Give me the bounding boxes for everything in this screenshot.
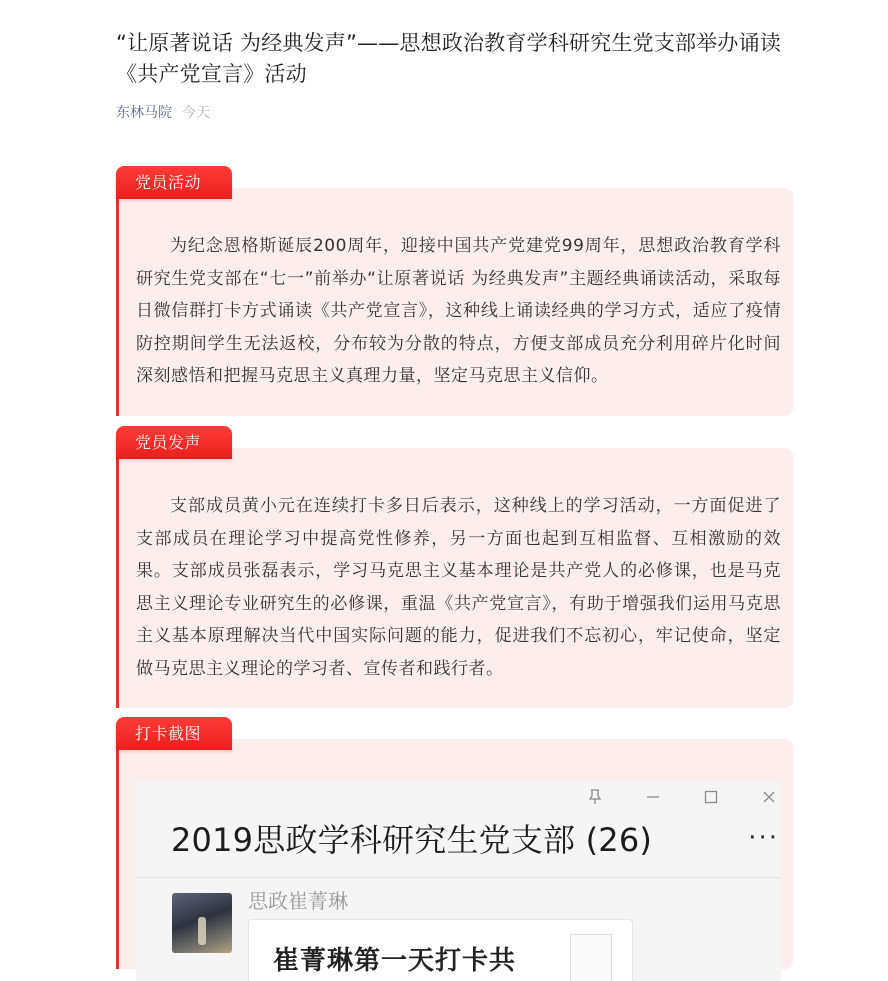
file-thumbnail-icon [570, 934, 612, 981]
section-tag: 党员活动 [116, 166, 232, 199]
section-tag: 打卡截图 [116, 717, 232, 750]
section-party-activity [116, 166, 793, 416]
section-card [116, 739, 793, 976]
account-name-link[interactable]: 东林马院 [116, 105, 172, 121]
chat-group-title: 2019思政学科研究生党支部 (26) [171, 821, 653, 859]
article-meta [116, 102, 210, 122]
section-party-voice [116, 426, 793, 708]
maximize-icon [701, 789, 721, 809]
section-card [116, 188, 793, 416]
pin-icon [585, 789, 605, 809]
section-text: 支部成员黄小元在连续打卡多日后表示，这种线上的学习活动，一方面促进了支部成员在理论学习中提高党性修养，另一方面也起到互相监督、互相激励的效果。支部成员张磊表示，学习马克思主义基本理论是共产党人的必修课，也是马克思主义理论专业研究生的必修课，重温《共产党宣言》，有助于增强我们运用马克思主义基本原理解决当代中国实际问题的能力，促进我们不忘初心，牢记使命，坚定做马克思主义理论的学习者、宣传者和践行者。 [136, 496, 781, 679]
checkin-screenshot-image[interactable] [136, 781, 781, 981]
message-bubble [248, 919, 633, 981]
close-icon [759, 789, 779, 809]
message-sender: 思政崔菁琳 [248, 889, 348, 913]
section-checkin-screenshot [116, 717, 793, 976]
avatar [172, 893, 232, 953]
publish-date: 今天 [182, 105, 210, 121]
article-title: “让原著说话 为经典发声”——思想政治教育学科研究生党支部举办诵读《共产党宣言》活动 [116, 31, 782, 86]
minimize-icon [643, 789, 663, 809]
section-card [116, 448, 793, 708]
message-text: 崔菁琳第一天打卡共 [273, 946, 517, 976]
section-tag: 党员发声 [116, 426, 232, 459]
more-icon: ··· [748, 823, 779, 853]
divider [136, 877, 781, 878]
section-text: 为纪念恩格斯诞辰200周年，迎接中国共产党建党99周年，思想政治教育学科研究生党支部在“七一”前举办“让原著说话 为经典发声”主题经典诵读活动，采取每日微信群打卡方式诵读《共产党宣言》，这种线上诵读经典的学习方式，适应了疫情防控期间学生无法返校，分布较为分散的特点，方便支部成员充分利用碎片化时间深刻感悟和把握马克思主义真理力量，坚定马克思主义信仰。 [136, 236, 781, 386]
